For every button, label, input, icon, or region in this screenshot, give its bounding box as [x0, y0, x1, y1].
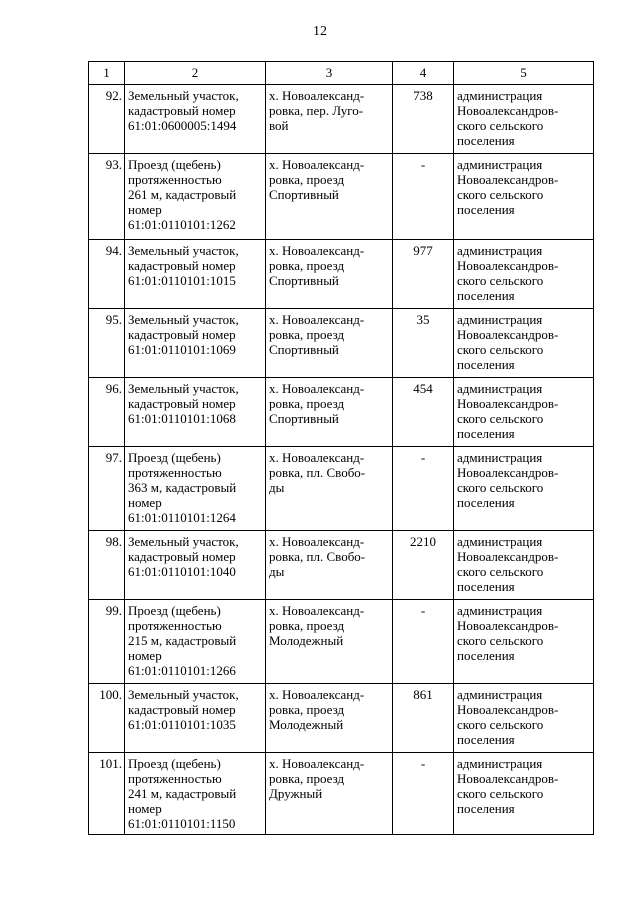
table-row [89, 85, 594, 154]
table-row [89, 240, 594, 309]
object-owner: администрация Новоалександров- ского сельского поселения [454, 240, 594, 309]
table-header-row [89, 62, 594, 85]
row-number: 98. [89, 531, 125, 600]
object-area: 861 [393, 684, 454, 753]
object-address: х. Новоалександ- ровка, проезд Спортивный [266, 309, 393, 378]
object-name: Проезд (щебень) протяженностью 215 м, кадастровый номер 61:01:0110101:1266 [125, 600, 266, 684]
object-area: 738 [393, 85, 454, 154]
property-registry-table [88, 61, 594, 835]
object-name: Земельный участок, кадастровый номер 61:01:0110101:1035 [125, 684, 266, 753]
row-number: 99. [89, 600, 125, 684]
object-address: х. Новоалександ- ровка, пл. Свобо- ды [266, 447, 393, 531]
column-header-1: 1 [89, 62, 125, 85]
page-number: 12 [313, 24, 327, 39]
row-number: 94. [89, 240, 125, 309]
object-address: х. Новоалександ- ровка, проезд Молодежный [266, 600, 393, 684]
object-owner: администрация Новоалександров- ского сельского поселения [454, 531, 594, 600]
object-address: х. Новоалександ- ровка, проезд Дружный [266, 753, 393, 835]
object-name: Земельный участок, кадастровый номер 61:01:0110101:1040 [125, 531, 266, 600]
object-address: х. Новоалександ- ровка, проезд Спортивный [266, 154, 393, 240]
column-header-5: 5 [454, 62, 594, 85]
object-owner: администрация Новоалександров- ского сельского поселения [454, 447, 594, 531]
object-name: Проезд (щебень) протяженностью 363 м, кадастровый номер 61:01:0110101:1264 [125, 447, 266, 531]
row-number: 101. [89, 753, 125, 835]
object-area: 454 [393, 378, 454, 447]
object-owner: администрация Новоалександров- ского сельского поселения [454, 753, 594, 835]
row-number: 95. [89, 309, 125, 378]
row-number: 93. [89, 154, 125, 240]
object-name: Земельный участок, кадастровый номер 61:01:0110101:1015 [125, 240, 266, 309]
object-area: 977 [393, 240, 454, 309]
table-body [89, 62, 594, 835]
object-address: х. Новоалександ- ровка, пл. Свобо- ды [266, 531, 393, 600]
object-name: Земельный участок, кадастровый номер 61:01:0110101:1069 [125, 309, 266, 378]
row-number: 96. [89, 378, 125, 447]
object-owner: администрация Новоалександров- ского сельского поселения [454, 85, 594, 154]
row-number: 92. [89, 85, 125, 154]
object-address: х. Новоалександ- ровка, пер. Луго- вой [266, 85, 393, 154]
row-number: 97. [89, 447, 125, 531]
object-area: 2210 [393, 531, 454, 600]
table-row [89, 531, 594, 600]
object-area: - [393, 447, 454, 531]
object-area: - [393, 154, 454, 240]
table-row [89, 154, 594, 240]
table-row [89, 684, 594, 753]
object-owner: администрация Новоалександров- ского сельского поселения [454, 600, 594, 684]
object-owner: администрация Новоалександров- ского сельского поселения [454, 309, 594, 378]
table-row [89, 753, 594, 835]
object-owner: администрация Новоалександров- ского сельского поселения [454, 378, 594, 447]
table-row [89, 309, 594, 378]
column-header-4: 4 [393, 62, 454, 85]
object-name: Проезд (щебень) протяженностью 261 м, кадастровый номер 61:01:0110101:1262 [125, 154, 266, 240]
row-number: 100. [89, 684, 125, 753]
object-address: х. Новоалександ- ровка, проезд Спортивный [266, 378, 393, 447]
object-name: Земельный участок, кадастровый номер 61:01:0600005:1494 [125, 85, 266, 154]
table-row [89, 447, 594, 531]
object-address: х. Новоалександ- ровка, проезд Спортивный [266, 240, 393, 309]
object-area: - [393, 600, 454, 684]
column-header-3: 3 [266, 62, 393, 85]
object-owner: администрация Новоалександров- ского сельского поселения [454, 684, 594, 753]
object-owner: администрация Новоалександров- ского сельского поселения [454, 154, 594, 240]
object-address: х. Новоалександ- ровка, проезд Молодежный [266, 684, 393, 753]
table-row [89, 600, 594, 684]
object-area: 35 [393, 309, 454, 378]
object-area: - [393, 753, 454, 835]
object-name: Проезд (щебень) протяженностью 241 м, кадастровый номер 61:01:0110101:1150 [125, 753, 266, 835]
table-row [89, 378, 594, 447]
column-header-2: 2 [125, 62, 266, 85]
object-name: Земельный участок, кадастровый номер 61:01:0110101:1068 [125, 378, 266, 447]
